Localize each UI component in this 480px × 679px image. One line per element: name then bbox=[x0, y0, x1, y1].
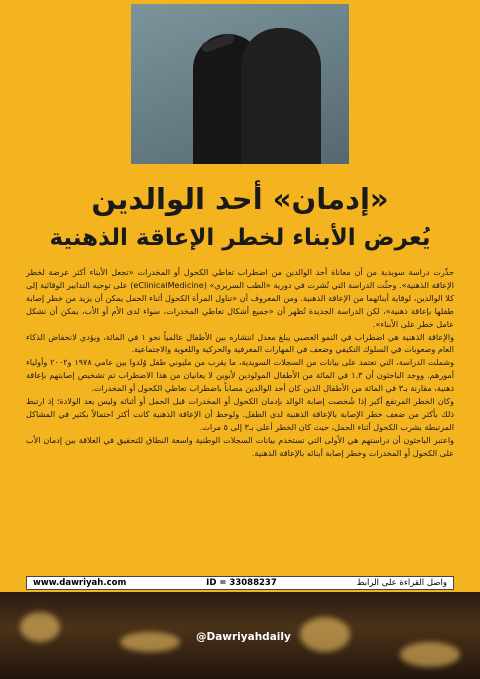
paragraph: والإعاقة الذهنية هي اضطراب في النمو العصبي يبلغ معدل انتشاره بين الأطفال عالمياً نحو ١ في المائة، ويؤدي لانخفاض الذكاء العام وصعوبات في السلوك التكيفي وضعف في المهارات المعرفية والحركية واللغوية والاجتماعية. bbox=[26, 331, 454, 355]
subheadline: يُعرض الأبناء لخطر الإعاقة الذهنية bbox=[49, 225, 431, 251]
paragraph: واعتبر الباحثون أن دراستهم هي الأولى التي تستخدم بيانات السجلات الوطنية واسعة النطاق للتحقيق في العلاقة بين إدمان الأب على الكحول أو المخدرات وخطر إصابة أبنائه بالإعاقة الذهنية. bbox=[26, 434, 454, 458]
paragraph: وشملت الدراسة، التي تعتمد على بيانات من السجلات السويدية، ما يقرب من مليوني طفل وُلدوا بين عامي ١٩٧٨ و٢٠٠٢ وأولياء أمورهم. ووجد الباحثون أن ١.٣ في المائة من الأطفال المولودين لأبوين لا يعانيان من هذا الاضطراب تم تشخيص إصابتهم بإعاقة ذهنية، مقارنة بـ٣ في المائة من الأطفال الذين كان أحد الوالدين مصاباً باضطراب تعاطي الكحول أو المخدرات. bbox=[26, 357, 455, 394]
couple-photo bbox=[131, 4, 349, 164]
person-silhouette bbox=[241, 28, 321, 164]
paragraph: حذّرت دراسة سويدية من أن معاناة أحد الوالدين من اضطراب تعاطي الكحول أو المخدرات «تجعل الأبناء أكثر عرضة لخطر الإعاقة الذهنية». وحثّت الدراسة التي نُشرت في دورية «الطب السريري» (eClinicalMedicine) على توجيه التدابير الوقائية إلى كلا الوالدين، لوقاية أبنائهما من الإعاقة الذهنية. ومن المعروف أن «تناول المرأة الكحول أثناء الحمل يمكن أن يزيد من خطر إصابة طفلها بإعاقة ذهنية»، لكن الدراسة الجديدة تُظهر أن «جميع أشكال تعاطي المخدرات، سواء لدى الأم أو الأب، يمكن أن تشكل عامل خطر على الأبناء». bbox=[26, 267, 454, 329]
read-more-bar[interactable] bbox=[26, 576, 454, 590]
headline: «إدمان» أحد الوالدين bbox=[91, 182, 389, 216]
read-more-label: واصل القراءة على الرابط bbox=[356, 578, 447, 588]
paragraph: وكان الخطر المرتفع أكبر إذا شُخصت إصابة الوالد بإدمان الكحول أو المخدرات قبل الحمل أو أثنائه وليس بعد الولادة؛ إذ ارتبط ذلك بأكثر من ضعف خطر الإصابة بالإعاقة الذهنية لدى الطفل. ولوحظ أن الإعاقة الذهنية كانت أكثر احتمالاً بكثير في المشاكل المرتبطة بشرب الكحول أثناء الحمل، حيث كان الخطر أعلى بـ٣ إلى ٥ مرات. bbox=[26, 396, 454, 432]
article-id: ID = 33088237 bbox=[206, 578, 277, 588]
article-body bbox=[26, 266, 454, 460]
website-link[interactable]: www.dawriyah.com bbox=[33, 578, 127, 588]
social-handle: @Dawriyahdaily bbox=[196, 631, 291, 643]
